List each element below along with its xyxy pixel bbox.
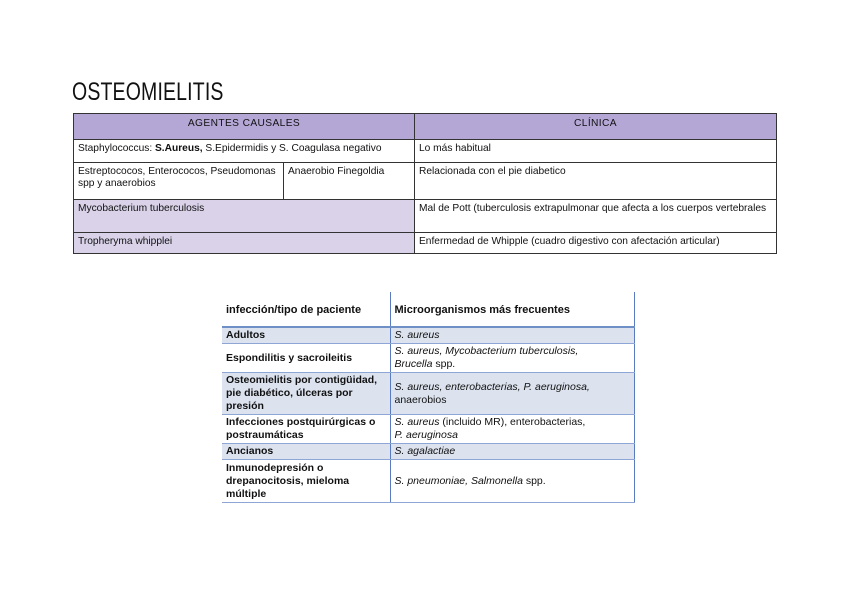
causes-table xyxy=(73,113,777,254)
organisms-cell: S. aureus xyxy=(390,327,634,344)
agent-extra-cell: Anaerobio Finegoldia xyxy=(284,163,415,200)
agent-suffix: S.Epidermidis y S. Coagulasa negativo xyxy=(202,143,382,154)
organisms-cell xyxy=(390,373,634,415)
patient-cell: Inmunodepresión o drepanocitosis, mieloma múltiple xyxy=(222,460,390,503)
patient-cell: Infecciones postquirúrgicas o postraumáticas xyxy=(222,415,390,444)
frequency-header-row xyxy=(222,292,634,327)
header-organisms: Microorganismos más frecuentes xyxy=(390,292,634,327)
clinica-cell: Lo más habitual xyxy=(415,140,777,163)
page-title: OSTEOMIELITIS xyxy=(72,78,224,106)
header-agentes: AGENTES CAUSALES xyxy=(74,114,415,140)
table-row xyxy=(74,233,777,254)
table-row xyxy=(74,200,777,233)
agent-cell: Tropheryma whipplei xyxy=(74,233,415,254)
organisms-cell: S. agalactiae xyxy=(390,444,634,460)
table-row xyxy=(222,344,634,373)
table-row xyxy=(74,140,777,163)
agent-cell: Mycobacterium tuberculosis xyxy=(74,200,415,233)
organisms-normal: anaerobios xyxy=(394,393,447,406)
frequency-table xyxy=(222,292,635,503)
agent-cell: Estreptococos, Enterococos, Pseudomonas spp y anaerobios xyxy=(74,163,284,200)
organisms-cell xyxy=(390,460,634,503)
table-row xyxy=(74,163,777,200)
organisms-cell xyxy=(390,415,634,444)
clinica-cell: Mal de Pott (tuberculosis extrapulmonar que afecta a los cuerpos vertebrales xyxy=(415,200,777,233)
organisms-line-1: S. pneumoniae, xyxy=(394,474,471,487)
header-clinica: CLÍNICA xyxy=(415,114,777,140)
table-row xyxy=(222,415,634,444)
organisms-italic: Salmonella xyxy=(470,474,523,487)
organisms-italic: Brucella xyxy=(394,358,433,370)
agent-bold: S.Aureus, xyxy=(155,143,203,154)
organisms-line-1: S. aureus xyxy=(394,416,440,428)
table-row xyxy=(222,327,634,344)
agent-cell xyxy=(74,140,415,163)
clinica-cell: Enfermedad de Whipple (cuadro digestivo con afectación articular) xyxy=(415,233,777,254)
table-row xyxy=(222,444,634,460)
clinica-cell: Relacionada con el pie diabetico xyxy=(415,163,777,200)
organisms-line-1: S. aureus, Mycobacterium tuberculosis, xyxy=(394,345,579,357)
organisms-normal: spp. xyxy=(522,474,546,487)
table-row xyxy=(222,460,634,503)
organisms-normal: (incluido MR), enterobacterias, xyxy=(439,416,586,428)
causes-header-row xyxy=(74,114,777,140)
patient-cell: Adultos xyxy=(222,327,390,344)
agent-prefix: Staphylococcus: xyxy=(78,143,156,154)
organisms-cell xyxy=(390,344,634,373)
organisms-italic: P. aeruginosa xyxy=(394,429,458,441)
patient-cell: Espondilitis y sacroileitis xyxy=(222,344,390,373)
patient-cell: Ancianos xyxy=(222,444,390,460)
organisms-line-1: S. aureus, enterobacterias, P. aeruginosa, xyxy=(394,380,590,393)
table-row xyxy=(222,373,634,415)
organisms-normal: spp. xyxy=(432,358,456,370)
patient-cell: Osteomielitis por contigüidad, pie diabético, úlceras por presión xyxy=(222,373,390,415)
header-patient: infección/tipo de paciente xyxy=(222,292,390,327)
